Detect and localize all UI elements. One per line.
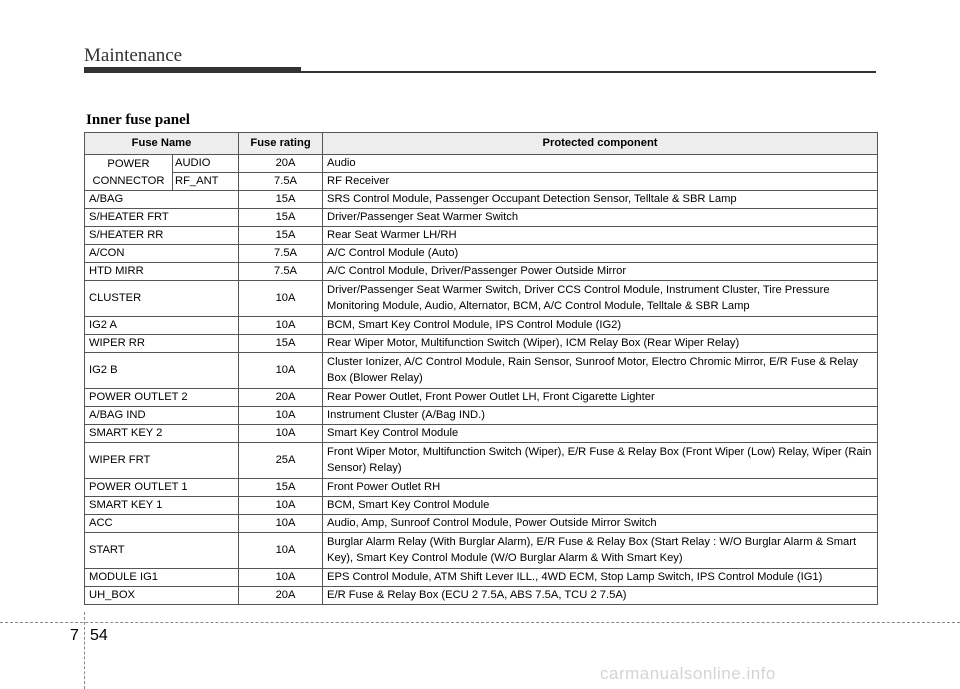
page-number: 54 [90, 627, 108, 644]
fuse-name: START [85, 533, 239, 569]
fuse-rating: 15A [239, 479, 323, 497]
protected-component: Cluster Ionizer, A/C Control Module, Rain Sensor, Sunroof Motor, Electro Chromic Mirror, E/R Fuse & Relay Box (Blower Relay) [323, 353, 878, 389]
fuse-name: A/CON [85, 245, 239, 263]
fuse-rating: 15A [239, 335, 323, 353]
table-row [85, 443, 878, 479]
fuse-name: CLUSTER [85, 281, 239, 317]
fuse-name: S/HEATER FRT [85, 209, 239, 227]
fuse-subname: RF_ANT [173, 173, 239, 191]
protected-component: RF Receiver [323, 173, 878, 191]
fuse-rating: 25A [239, 443, 323, 479]
protected-component: Front Wiper Motor, Multifunction Switch (Wiper), E/R Fuse & Relay Box (Front Wiper (Low) Relay, Wiper (Rain Sensor) Relay) [323, 443, 878, 479]
header-protected-component: Protected component [323, 133, 878, 155]
header-rule [84, 71, 876, 73]
fuse-rating: 15A [239, 227, 323, 245]
fuse-name: A/BAG [85, 191, 239, 209]
fuse-name: IG2 B [85, 353, 239, 389]
table-row [85, 479, 878, 497]
protected-component: Driver/Passenger Seat Warmer Switch, Driver CCS Control Module, Instrument Cluster, Tire Pressure Monitoring Module, Audio, Alternator, BCM, A/C Control Module, Telltale & SBR Lamp [323, 281, 878, 317]
section-title: Inner fuse panel [86, 112, 190, 128]
protected-component: Audio, Amp, Sunroof Control Module, Power Outside Mirror Switch [323, 515, 878, 533]
fuse-name: IG2 A [85, 317, 239, 335]
table-row [85, 173, 878, 191]
table-row [85, 317, 878, 335]
protected-component: Rear Power Outlet, Front Power Outlet LH, Front Cigarette Lighter [323, 389, 878, 407]
fuse-name: SMART KEY 2 [85, 425, 239, 443]
table-row [85, 587, 878, 605]
protected-component: EPS Control Module, ATM Shift Lever ILL., 4WD ECM, Stop Lamp Switch, IPS Control Module (IG1) [323, 569, 878, 587]
table-row [85, 407, 878, 425]
header-fuse-name: Fuse Name [85, 133, 239, 155]
protected-component: Rear Seat Warmer LH/RH [323, 227, 878, 245]
table-row [85, 281, 878, 317]
protected-component: Front Power Outlet RH [323, 479, 878, 497]
table-row [85, 191, 878, 209]
fuse-name: HTD MIRR [85, 263, 239, 281]
fuse-rating: 10A [239, 533, 323, 569]
fuse-name: POWER OUTLET 1 [85, 479, 239, 497]
watermark: carmanualsonline.info [600, 664, 776, 683]
table-row [85, 245, 878, 263]
fuse-rating: 10A [239, 317, 323, 335]
fuse-rating: 20A [239, 155, 323, 173]
fuse-rating: 10A [239, 515, 323, 533]
table-row [85, 263, 878, 281]
fuse-rating: 20A [239, 389, 323, 407]
table-row [85, 227, 878, 245]
table-row [85, 497, 878, 515]
footer-rule [0, 622, 960, 623]
fuse-name: POWER OUTLET 2 [85, 389, 239, 407]
table-row [85, 533, 878, 569]
protected-component: Instrument Cluster (A/Bag IND.) [323, 407, 878, 425]
fuse-rating: 7.5A [239, 263, 323, 281]
table-row [85, 209, 878, 227]
protected-component: Audio [323, 155, 878, 173]
fuse-rating: 10A [239, 281, 323, 317]
table-row [85, 335, 878, 353]
fuse-subname: AUDIO [173, 155, 239, 173]
page-header-title: Maintenance [84, 45, 183, 66]
table-row [85, 515, 878, 533]
table-row [85, 425, 878, 443]
fuse-rating: 7.5A [239, 173, 323, 191]
fuse-rating: 10A [239, 425, 323, 443]
fuse-rating: 20A [239, 587, 323, 605]
header-fuse-rating: Fuse rating [239, 133, 323, 155]
table-row [85, 389, 878, 407]
protected-component: Rear Wiper Motor, Multifunction Switch (Wiper), ICM Relay Box (Rear Wiper Relay) [323, 335, 878, 353]
protected-component: SRS Control Module, Passenger Occupant Detection Sensor, Telltale & SBR Lamp [323, 191, 878, 209]
protected-component: BCM, Smart Key Control Module, IPS Control Module (IG2) [323, 317, 878, 335]
fuse-table [84, 132, 878, 605]
table-row [85, 353, 878, 389]
protected-component: A/C Control Module, Driver/Passenger Power Outside Mirror [323, 263, 878, 281]
fuse-rating: 10A [239, 497, 323, 515]
fuse-name: UH_BOX [85, 587, 239, 605]
protected-component: A/C Control Module (Auto) [323, 245, 878, 263]
footer-divider [84, 612, 85, 689]
fuse-rating: 15A [239, 191, 323, 209]
fuse-rating: 7.5A [239, 245, 323, 263]
table-row [85, 155, 878, 173]
power-connector-label: POWER CONNECTOR [85, 155, 173, 191]
fuse-rating: 10A [239, 407, 323, 425]
fuse-name: A/BAG IND [85, 407, 239, 425]
fuse-rating: 10A [239, 569, 323, 587]
table-row [85, 569, 878, 587]
fuse-name: WIPER FRT [85, 443, 239, 479]
chapter-number: 7 [70, 627, 79, 644]
fuse-name: SMART KEY 1 [85, 497, 239, 515]
protected-component: Burglar Alarm Relay (With Burglar Alarm), E/R Fuse & Relay Box (Start Relay : W/O Burglar Alarm & Smart Key), Smart Key Control Module (W/O Burglar Alarm & With Smart Key) [323, 533, 878, 569]
fuse-name: WIPER RR [85, 335, 239, 353]
protected-component: E/R Fuse & Relay Box (ECU 2 7.5A, ABS 7.5A, TCU 2 7.5A) [323, 587, 878, 605]
table-header-row [85, 133, 878, 155]
fuse-rating: 10A [239, 353, 323, 389]
fuse-name: ACC [85, 515, 239, 533]
protected-component: BCM, Smart Key Control Module [323, 497, 878, 515]
fuse-name: S/HEATER RR [85, 227, 239, 245]
protected-component: Driver/Passenger Seat Warmer Switch [323, 209, 878, 227]
fuse-rating: 15A [239, 209, 323, 227]
protected-component: Smart Key Control Module [323, 425, 878, 443]
fuse-name: MODULE IG1 [85, 569, 239, 587]
